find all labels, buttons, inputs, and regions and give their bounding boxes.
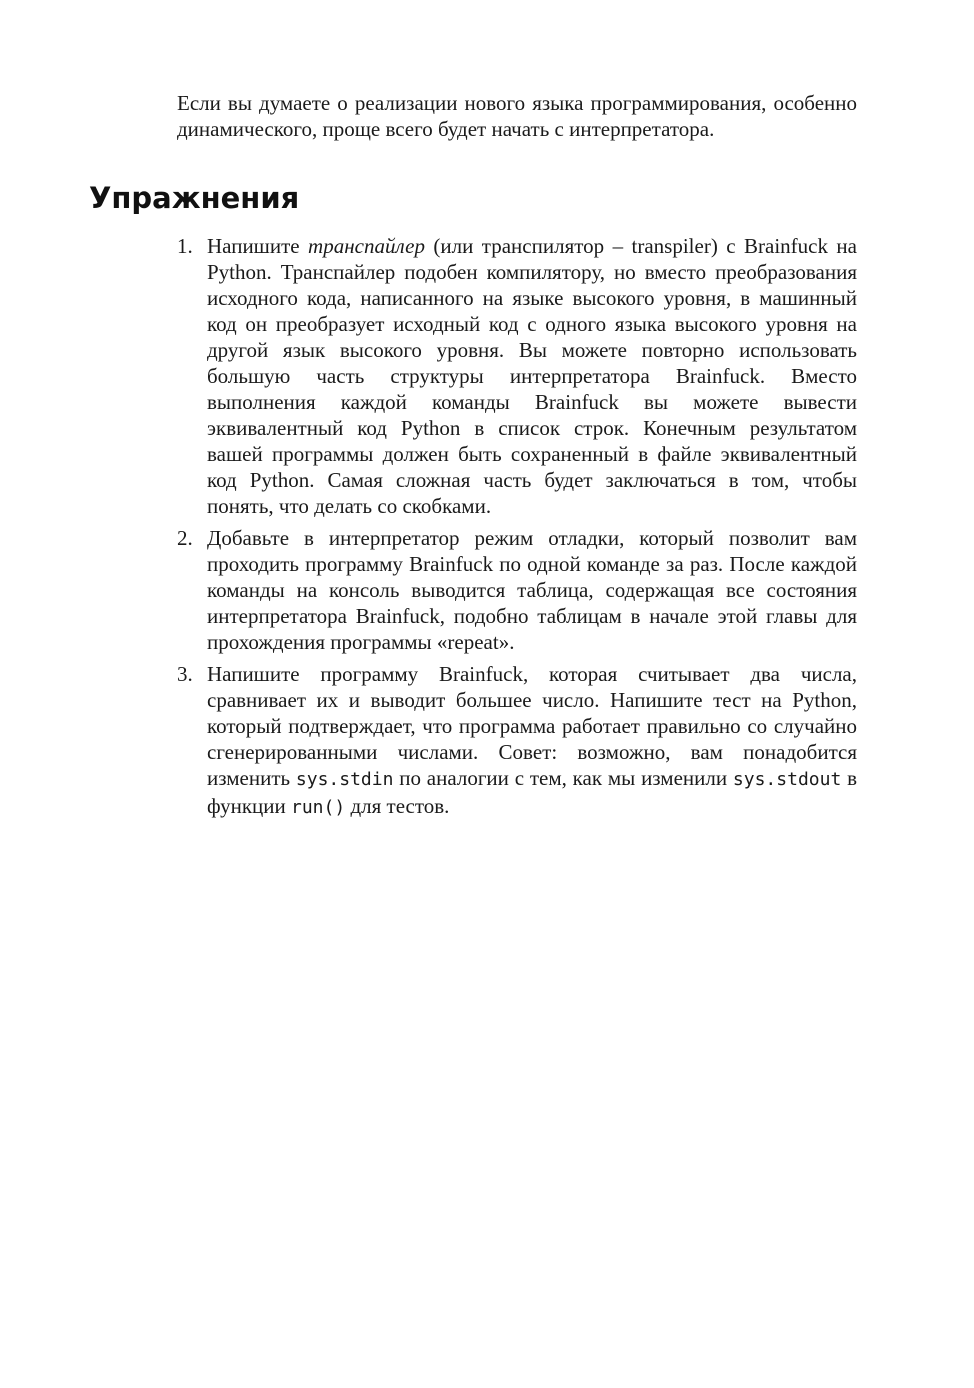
text-fragment: Напишите программу Brainfuck, которая считывает два числа, сравнивает их и выводит большее число. Напишите тест на Python, который подтверждает, что программа работает правильно со случайно сгенерированными числами. Совет: возможно, вам понадобится изменить: [207, 662, 857, 790]
exercise-number: 3.: [177, 662, 193, 686]
exercise-item: [177, 525, 857, 655]
exercise-list: [177, 233, 857, 827]
section-heading: Упражнения: [89, 181, 300, 215]
intro-paragraph: Если вы думаете о реализации нового языка программирования, особенно динамического, проще всего будет начать с интерпретатора.: [177, 91, 857, 141]
exercise-text: Добавьте в интерпретатор режим отладки, который позволит вам проходить программу Brainfuck по одной команде за раз. После каждой команды на консоль выводится таблица, содержащая все состояния интерпретатора Brainfuck, подобно таблицам в начале этой главы для прохождения программы «repeat».: [207, 526, 857, 654]
inline-code: sys.stdout: [732, 769, 842, 790]
text-fragment: (или транспилятор – transpiler) с Brainfuck на Python. Транспайлер подобен компилятору, но вместо преобразования исходного кода, написанного на языке высокого уровня, в машинный код он преобразует исходный код с одного языка высокого уровня на другой язык высокого уровня. Вы можете повторно использовать большую часть структуры интерпретатора Brainfuck. Вместо выполнения каждой команды Brainfuck вы можете вывести эквивалентный код Python в список строк. Конечным результатом вашей программы должен быть сохраненный в файле эквивалентный код Python. Самая сложная часть будет заключаться в том, чтобы понять, что делать со скобками.: [207, 234, 857, 518]
italic-term: транспайлер: [308, 234, 425, 258]
exercise-number: 2.: [177, 526, 193, 550]
exercise-text: [207, 661, 857, 821]
text-fragment: Напишите: [207, 234, 309, 258]
inline-code: run(): [291, 797, 346, 818]
inline-code: sys.stdin: [295, 769, 394, 790]
text-fragment: по аналогии с тем, как мы изменили: [393, 766, 733, 790]
exercise-item: [177, 661, 857, 821]
text-fragment: для тестов.: [345, 794, 450, 818]
exercise-number: 1.: [177, 234, 193, 258]
text-fragment: в функции: [207, 766, 858, 818]
exercise-item: [177, 233, 857, 519]
exercise-text: [207, 233, 857, 519]
